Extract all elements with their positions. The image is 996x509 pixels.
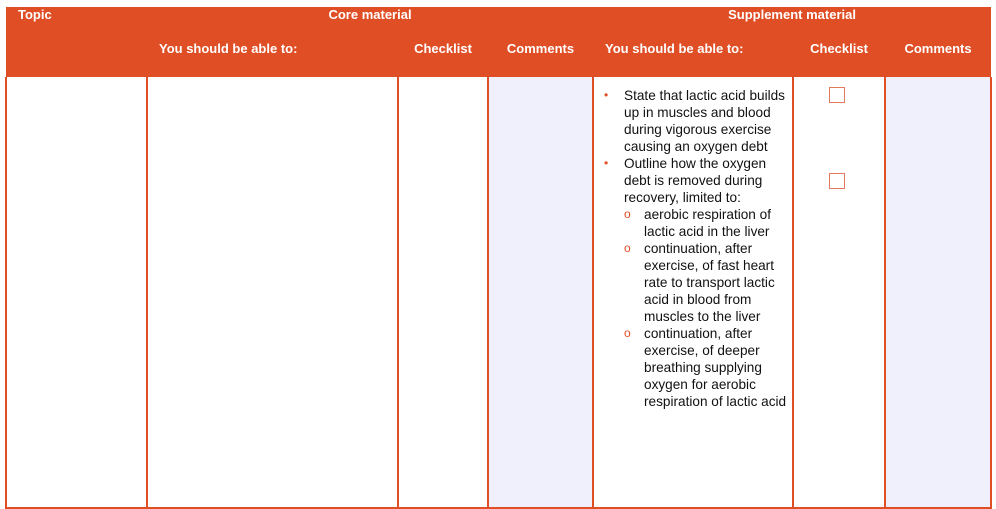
list-item xyxy=(604,87,788,155)
content-row xyxy=(6,77,991,508)
checkbox-lactic-acid[interactable] xyxy=(829,87,845,103)
core-you-should-cell xyxy=(147,77,398,508)
circle-bullet-icon: o xyxy=(624,326,631,340)
supplement-checklist-cell xyxy=(793,77,885,508)
objective-text: Outline how the oxygen debt is removed during recovery, limited to: xyxy=(624,156,767,205)
bullet-icon: • xyxy=(604,88,609,102)
core-checklist-header: Checklist xyxy=(414,41,472,56)
list-item xyxy=(624,206,788,240)
checklist-table xyxy=(5,7,992,509)
bullet-icon: • xyxy=(604,156,609,170)
core-comments-header: Comments xyxy=(506,41,575,56)
supplement-material-header: Supplement material xyxy=(728,7,856,22)
supplement-you-should-header: You should be able to: xyxy=(605,41,744,56)
supplement-comments-header: Comments xyxy=(904,41,972,56)
supplement-objectives-list xyxy=(604,87,788,410)
sub-objectives-list xyxy=(624,206,788,410)
core-checklist-cell xyxy=(398,77,488,508)
list-item xyxy=(604,155,788,410)
checkbox-oxygen-debt[interactable] xyxy=(829,173,845,189)
objective-text: State that lactic acid builds up in muscles and blood during vigorous exercise causing an oxygen debt xyxy=(624,88,785,154)
core-material-header: Core material xyxy=(328,7,412,22)
list-item xyxy=(624,240,788,325)
sub-objective-text: continuation, after exercise, of deeper breathing supplying oxygen for aerobic respiration of lactic acid xyxy=(644,326,787,409)
topic-header: Topic xyxy=(18,7,52,22)
supplement-you-should-cell xyxy=(593,77,793,508)
header-row-2 xyxy=(6,41,991,77)
topic-subheader-empty xyxy=(6,41,147,77)
core-you-should-header: You should be able to: xyxy=(159,41,298,56)
topic-cell xyxy=(6,77,147,508)
header-row-1 xyxy=(6,7,991,41)
sub-objective-text: continuation, after exercise, of fast heart rate to transport lactic acid in blood from muscles to the liver xyxy=(644,241,775,324)
supplement-comments-cell[interactable] xyxy=(885,77,991,508)
core-comments-cell[interactable] xyxy=(488,77,593,508)
circle-bullet-icon: o xyxy=(624,207,631,221)
supplement-checklist-header: Checklist xyxy=(810,41,868,56)
list-item xyxy=(624,325,788,410)
sub-objective-text: aerobic respiration of lactic acid in the liver xyxy=(644,207,771,239)
circle-bullet-icon: o xyxy=(624,241,631,255)
